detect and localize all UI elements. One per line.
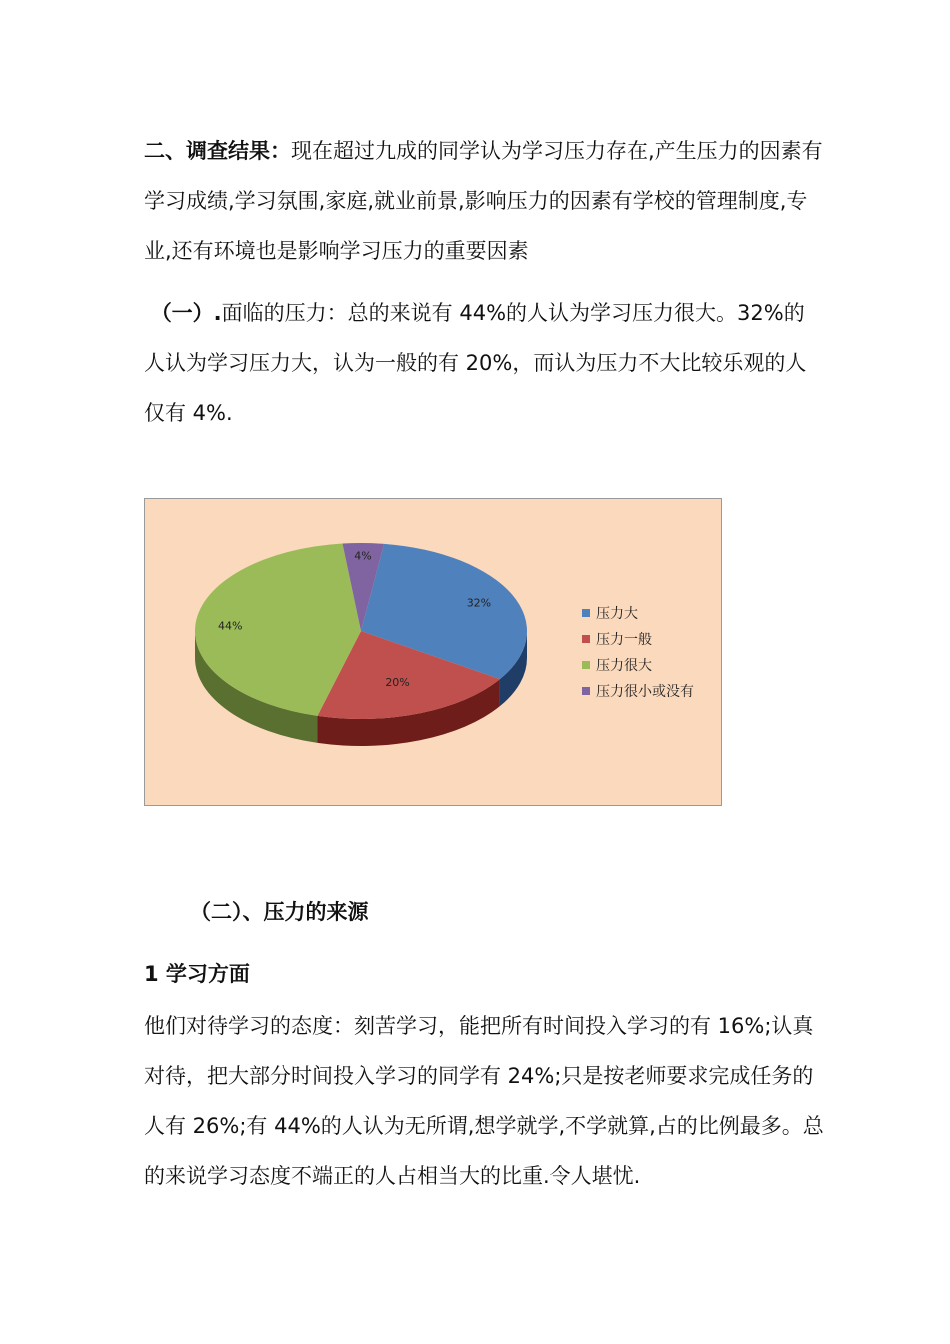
legend-label-pressure-normal: 压力一般 (596, 632, 652, 648)
data-label-pressure-very-high: 44% (218, 619, 243, 633)
legend-swatch-pressure-low-none (582, 687, 590, 695)
legend-label-pressure-high: 压力大 (596, 606, 638, 622)
survey-results-label: 二、调查结果： (144, 139, 291, 163)
pressure-source-heading: （二）、压力的来源 (190, 900, 369, 924)
legend-swatch-pressure-very-high (582, 661, 590, 669)
study-aspect-paragraph: 他们对待学习的态度：刻苦学习，能把所有时间投入学习的有 16%;认真对待，把大部分时间投入学习的同学有 24%;只是按老师要求完成任务的人有 26%;有 44%的人认为无所谓,想学就学,不学就算,占的比例最多。总的来说学习态度不端正的人占相当大的比重.令人堪忧. (144, 1014, 824, 1188)
legend-label-pressure-low-none: 压力很小或没有 (596, 684, 694, 700)
legend-swatch-pressure-high (582, 609, 590, 617)
study-aspect-heading: 1 学习方面 (144, 962, 250, 986)
pressure-faced-text: 面临的压力：总的来说有 44%的人认为学习压力很大。32%的人认为学习压力大，认为一般的有 20%，而认为压力不大比较乐观的人仅有 4%. (144, 301, 807, 425)
data-label-pressure-low-none: 4% (354, 549, 372, 563)
data-label-pressure-high: 32% (466, 596, 492, 610)
pie-chart-svg (145, 499, 723, 807)
pressure-pie-chart (144, 498, 722, 806)
legend-label-pressure-very-high: 压力很大 (596, 658, 652, 674)
data-label-pressure-normal: 20% (385, 676, 410, 690)
legend-swatch-pressure-normal (582, 635, 590, 643)
pressure-faced-label: （一）. (150, 301, 222, 325)
survey-results-paragraph (144, 126, 824, 276)
survey-results-text: 现在超过九成的同学认为学习压力存在,产生压力的因素有学习成绩,学习氛围,家庭,就业前景,影响压力的因素有学校的管理制度,专业,还有环境也是影响学习压力的重要因素 (144, 139, 823, 263)
pressure-faced-paragraph (144, 288, 824, 438)
